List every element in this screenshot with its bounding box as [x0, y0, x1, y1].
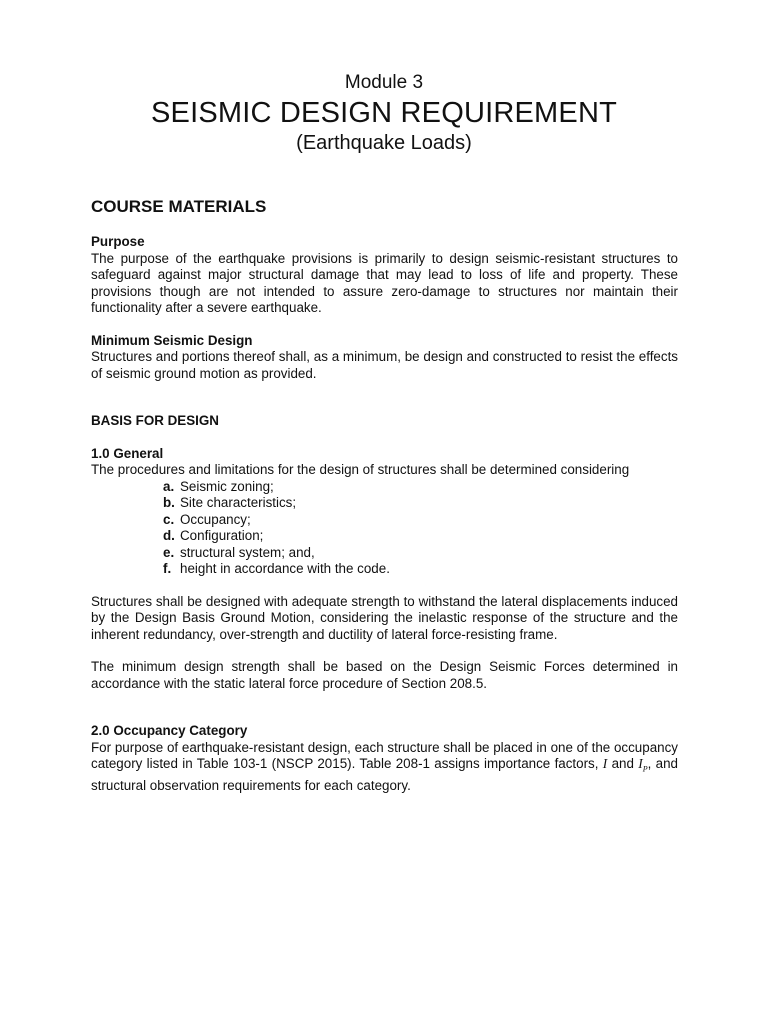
general-heading: 1.0 General [91, 445, 164, 461]
list-item [163, 561, 678, 578]
list-marker: c. [163, 511, 175, 527]
purpose-text: The purpose of the earthquake provisions is primarily to design seismic-resistant structures to safeguard against major structural damage that may lead to loss of life and property. These provisions though are not intended to assure zero-damage to structures nor maintain their functionality after a severe earthquake. [91, 250, 678, 315]
list-item [163, 495, 678, 512]
occupancy-section [91, 723, 678, 795]
page-title: SEISMIC DESIGN REQUIREMENT [150, 97, 618, 129]
list-item-text: Seismic zoning; [180, 478, 274, 494]
minimum-seismic-heading: Minimum Seismic Design [91, 332, 253, 348]
importance-factor-ip-subscript: P [642, 764, 648, 774]
page-subtitle: (Earthquake Loads) [296, 132, 472, 154]
list-item [163, 479, 678, 496]
importance-factor-i: I [602, 756, 608, 771]
occupancy-conjunction: and [607, 756, 639, 771]
course-materials-heading: COURSE MATERIALS [91, 197, 267, 216]
list-marker: a. [163, 478, 175, 494]
importance-factor-ip [638, 756, 648, 774]
title-block [0, 72, 768, 156]
minimum-strength-paragraph: The minimum design strength shall be based on the Design Seismic Forces determined in accordance with the static lateral force procedure of Section 208.5. [91, 659, 678, 691]
occupancy-text [91, 740, 678, 795]
list-item [163, 528, 678, 545]
list-item-text: Configuration; [180, 528, 264, 543]
document-body [91, 196, 678, 795]
minimum-seismic-section [91, 333, 678, 383]
occupancy-text-start: For purpose of earthquake-resistant design, each structure shall be placed in one of the occupancy category listed in Table 103-1 (NSCP 2015). Table 208-1 assigns importance factors, [91, 739, 678, 771]
list-item-text: structural system; and, [180, 544, 315, 560]
occupancy-heading: 2.0 Occupancy Category [91, 723, 248, 738]
list-item [163, 545, 678, 562]
list-item [163, 512, 678, 529]
list-item-text: height in accordance with the code. [180, 561, 390, 576]
design-strength-paragraph: Structures shall be designed with adequate strength to withstand the lateral displacements induced by the Design Basis Ground Motion, considering the inelastic response of the structure and the inherent redundancy, over-strength and ductility of lateral force-resisting frame. [91, 593, 678, 642]
purpose-heading: Purpose [91, 234, 145, 249]
importance-factor-ip-base: I [638, 756, 643, 771]
basis-heading: BASIS FOR DESIGN [91, 413, 219, 428]
general-intro: The procedures and limitations for the design of structures shall be determined considering [91, 462, 630, 477]
list-item-text: Occupancy; [180, 511, 251, 527]
occupancy-text-end: , and structural observation requirements for each category. [91, 756, 678, 794]
module-label: Module 3 [344, 72, 424, 93]
general-section [91, 446, 678, 693]
list-marker: b. [163, 495, 175, 510]
purpose-section [91, 234, 678, 317]
list-marker: e. [163, 544, 175, 560]
list-marker: f. [163, 561, 172, 576]
minimum-seismic-text: Structures and portions thereof shall, as a minimum, be design and constructed to resist the effects of seismic ground motion as provided. [91, 349, 678, 381]
criteria-list [91, 479, 678, 578]
list-item-text: Site characteristics; [180, 495, 297, 510]
list-marker: d. [163, 528, 175, 543]
